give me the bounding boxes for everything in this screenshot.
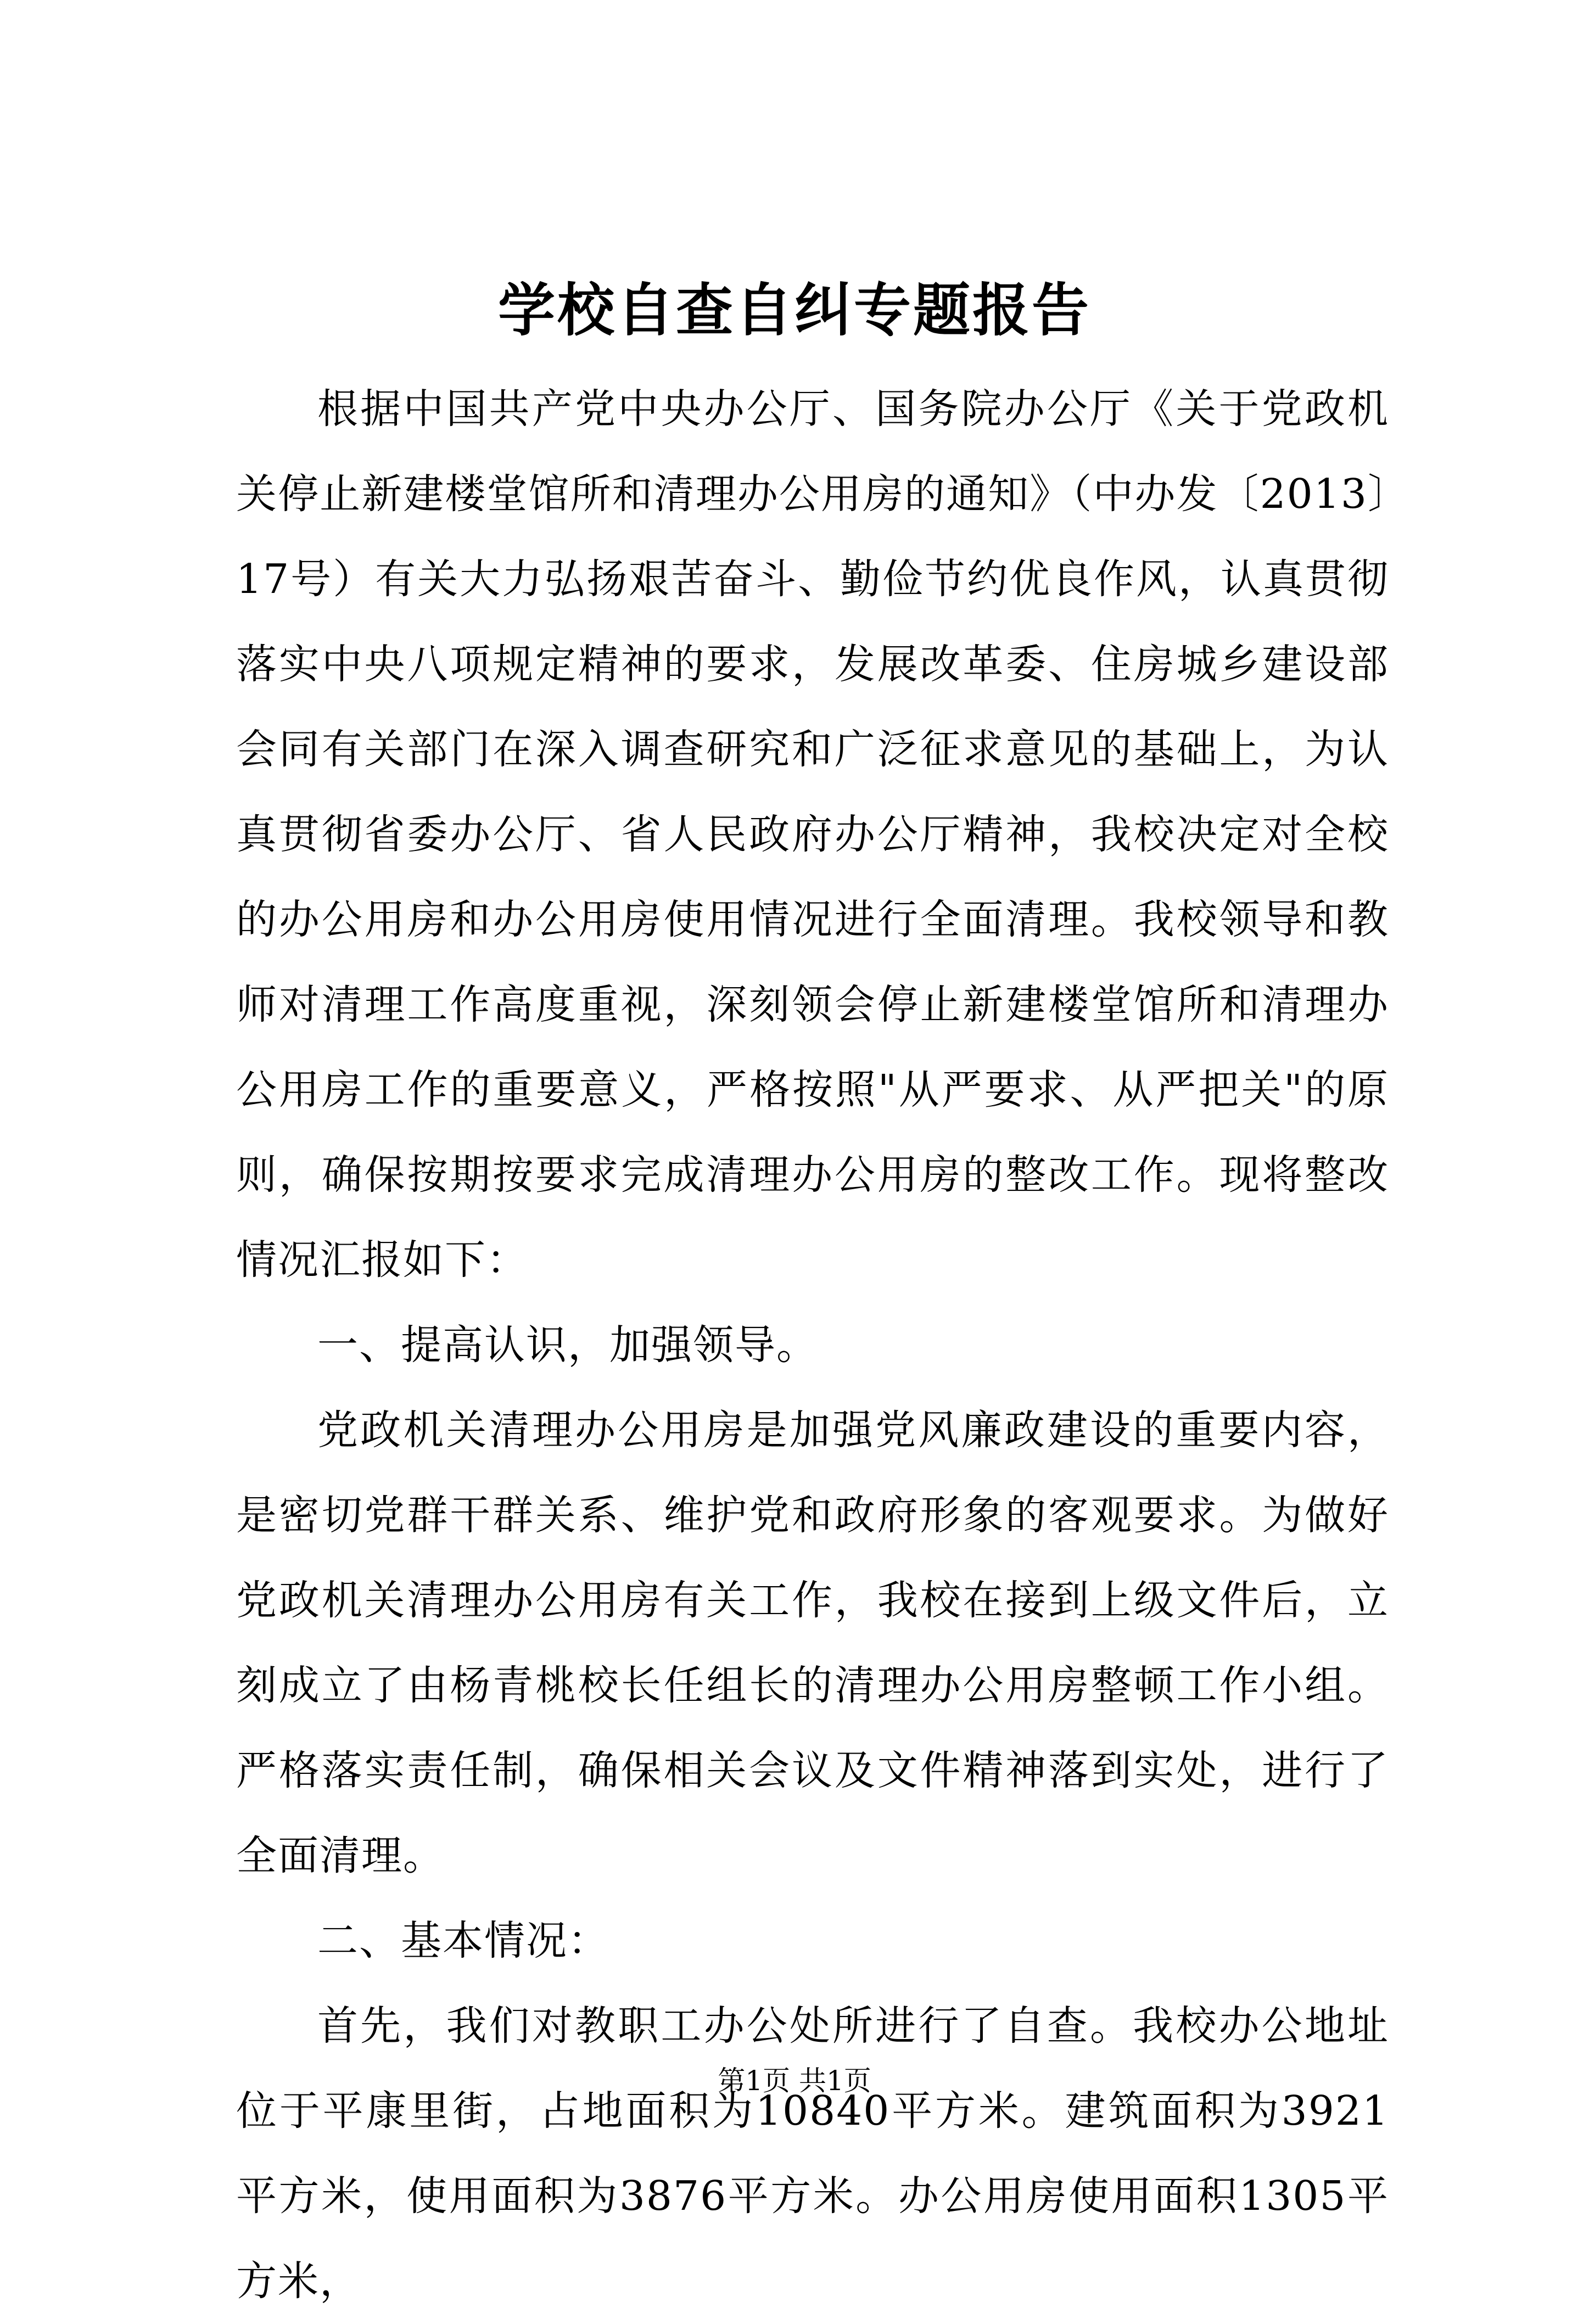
document-title: 学校自查自纠专题报告	[497, 276, 1091, 344]
section-heading-1: 一、提高认识，加强领导。	[317, 1321, 818, 1369]
paragraph-intro: 根据中国共产党中央办公厅、国务院办公厅《关于党政机关停止新建楼堂馆所和清理办公用房的通知》（中办发〔2013〕17号）有关大力弘扬艰苦奋斗、勤俭节约优良作风，认真贯彻落实中央八项规定精神的要求，发展改革委、住房城乡建设部会同有关部门在深入调查研究和广泛征求意见的基础上，为认真贯彻省委办公厅、省人民政府办公厅精神，我校决定对全校的办公用房和办公用房使用情况进行全面清理。我校领导和教师对清理工作高度重视，深刻领会停止新建楼堂馆所和清理办公用房工作的重要意义，严格按照"从严要求、从严把关"的原则，确保按期按要求完成清理办公用房的整改工作。现将整改情况汇报如下：	[236, 385, 1389, 1284]
section-heading-2: 二、基本情况：	[317, 1917, 609, 1964]
page-footer: 第1页 共1页	[718, 2065, 871, 2097]
document-body	[236, 367, 1389, 2324]
paragraph-section-2: 首先，我们对教职工办公处所进行了自查。我校办公地址位于平康里街，占地面积为10840平方米。建筑面积为3921平方米，使用面积为3876平方米。办公用房使用面积1305平方米，	[236, 2002, 1389, 2305]
paragraph-section-1: 党政机关清理办公用房是加强党风廉政建设的重要内容，是密切党群干群关系、维护党和政府形象的客观要求。为做好党政机关清理办公用房有关工作，我校在接到上级文件后，立刻成立了由杨青桃校长任组长的清理办公用房整顿工作小组。严格落实责任制，确保相关会议及文件精神落到实处，进行了全面清理。	[236, 1407, 1389, 1879]
